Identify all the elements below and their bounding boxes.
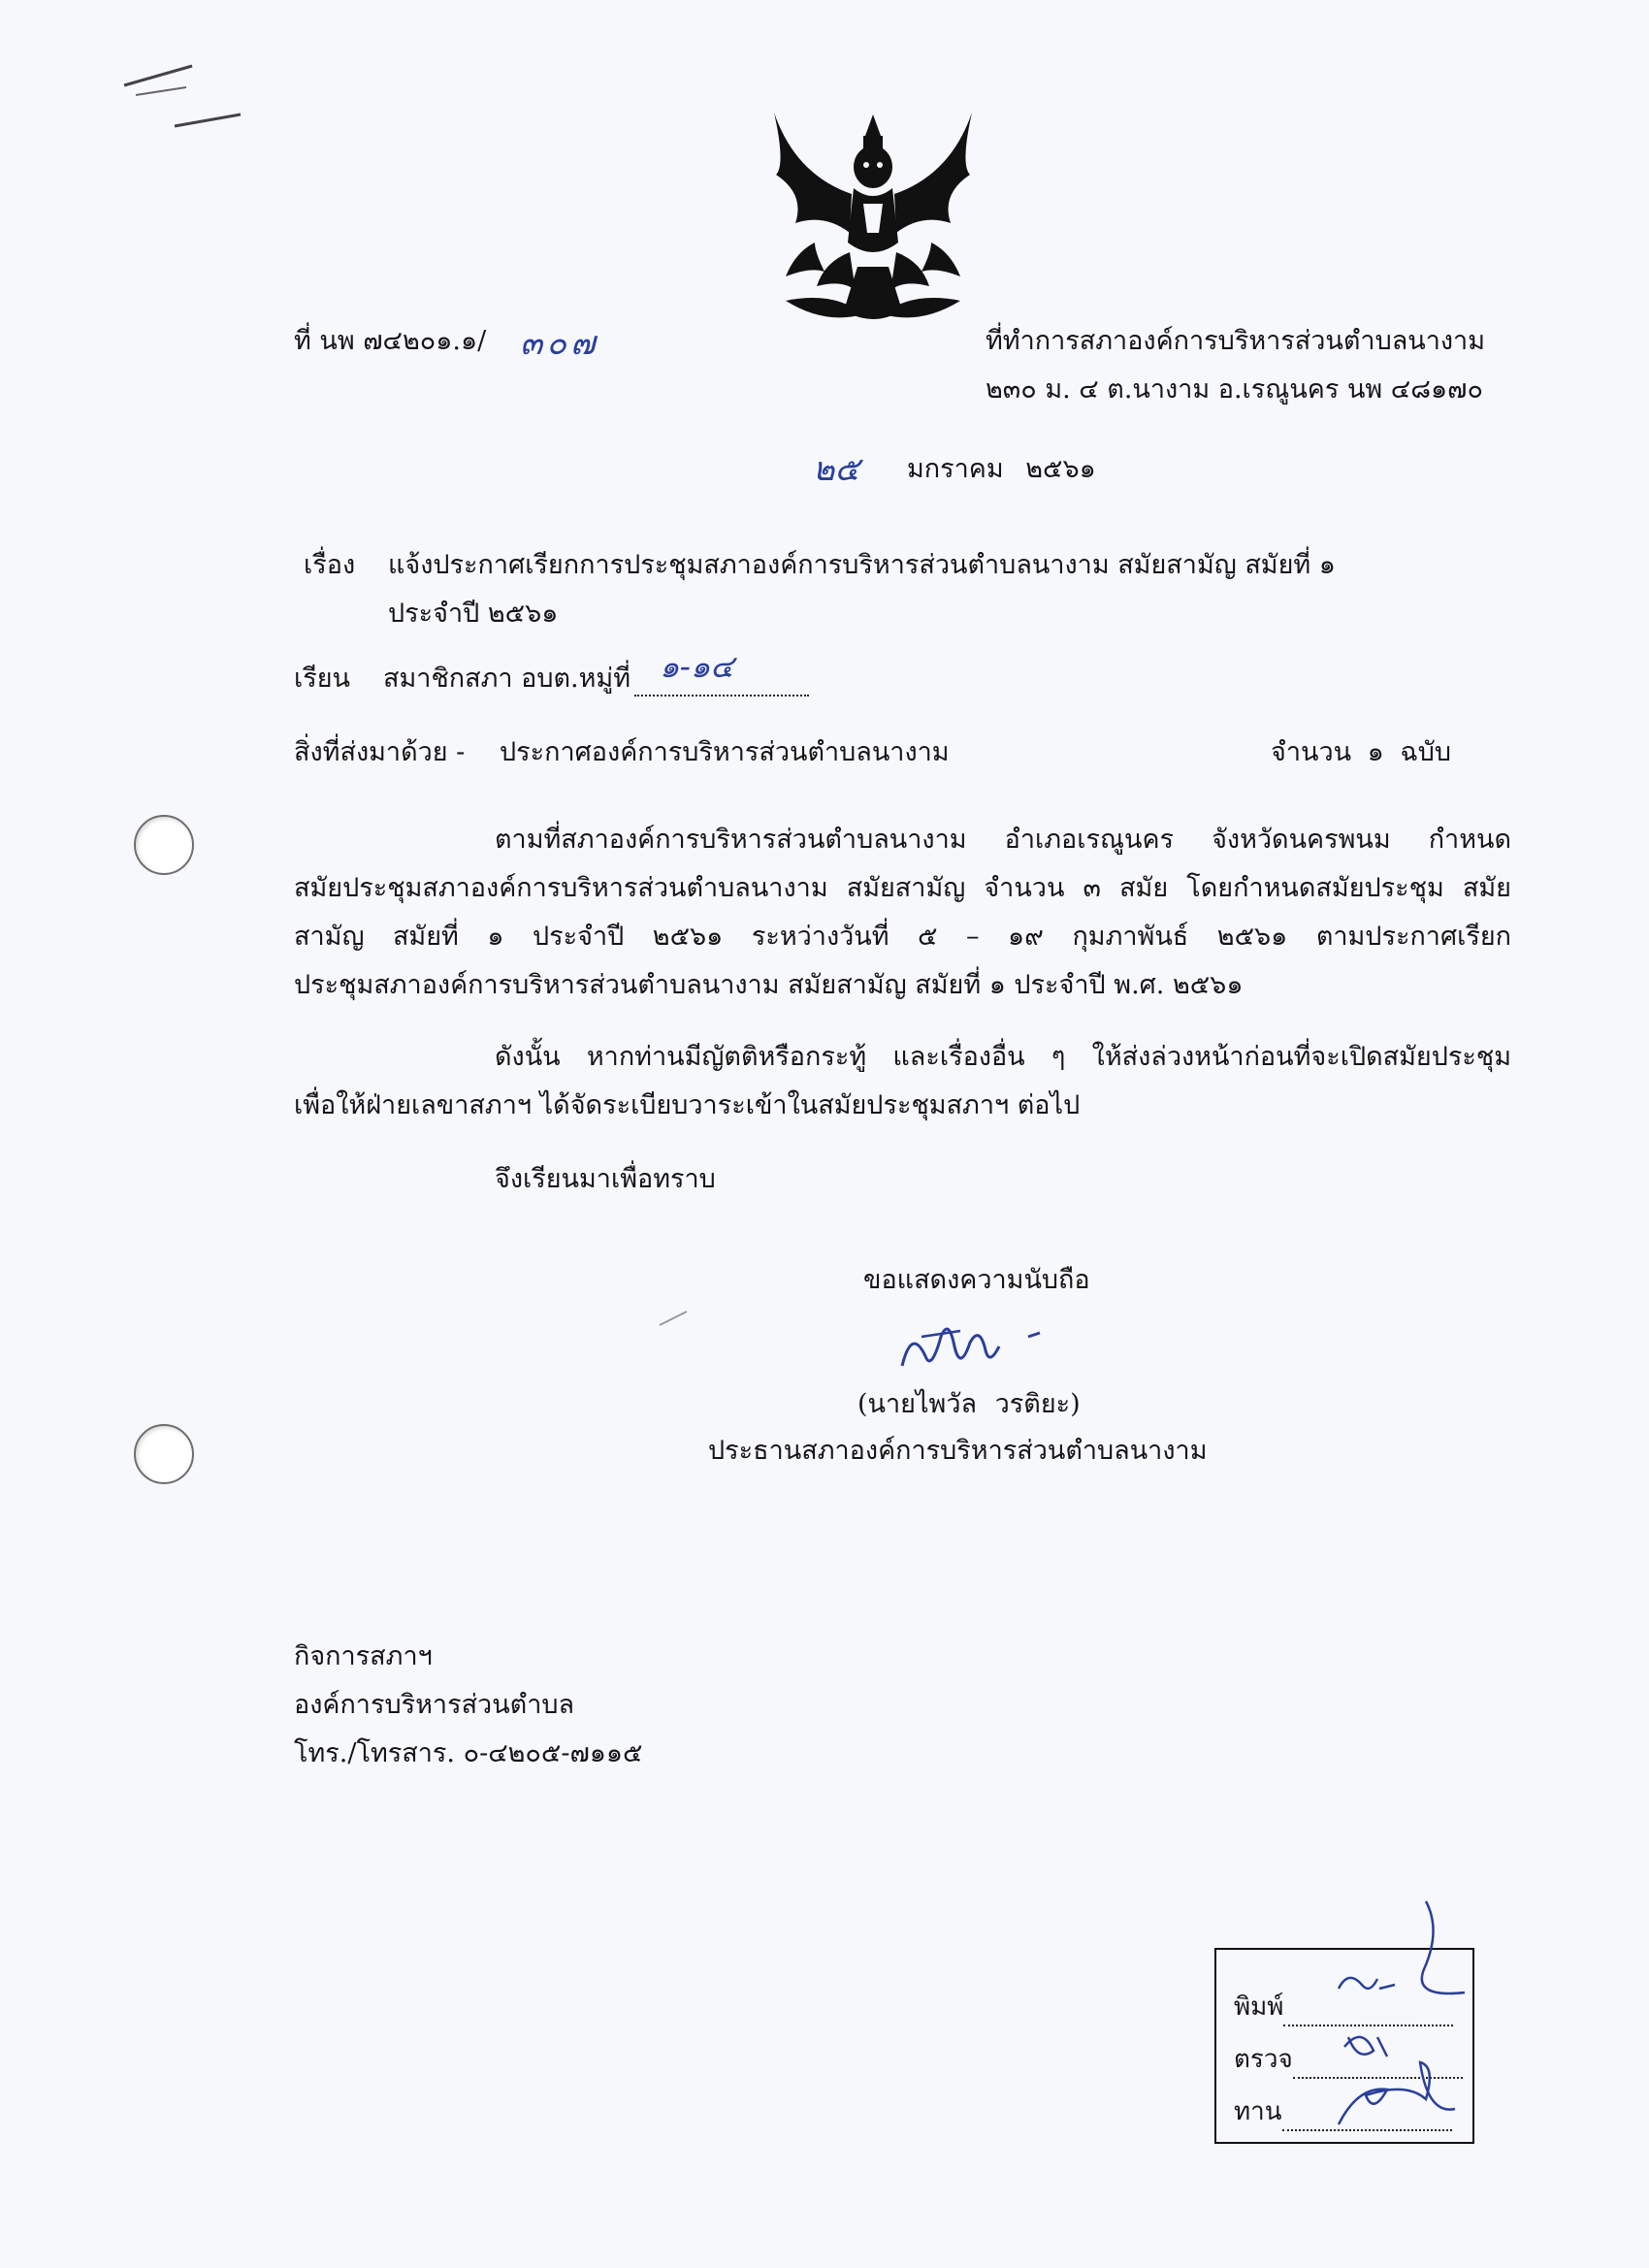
enclosure-text: ประกาศองค์การบริหารส่วนตำบลนางาม bbox=[500, 737, 950, 767]
reference-number-handwritten: ๓๐๗ bbox=[520, 324, 599, 363]
stamp-row-review-label: ทาน bbox=[1234, 2097, 1282, 2126]
signatory-position: ประธานสภาองค์การบริหารส่วนตำบลนางาม bbox=[708, 1436, 1208, 1466]
body-para1-line2: สมัยประชุมสภาองค์การบริหารส่วนตำบลนางาม สมัยสามัญ จำนวน ๓ สมัย โดยกำหนดสมัยประชุม สมัย bbox=[294, 873, 1511, 903]
enclosure-count: จำนวน ๑ ฉบับ bbox=[1271, 737, 1452, 767]
garuda-emblem-icon bbox=[757, 107, 989, 335]
stamp-row-check-label: ตรวจ bbox=[1234, 2045, 1293, 2074]
signature-scribble bbox=[892, 1308, 1067, 1385]
body-para2-line1: ดังนั้น หากท่านมีญัตติหรือกระทู้ และเรื่องอื่น ๆ ให้ส่งล่วงหน้าก่อนที่จะเปิดสมัยประชุม bbox=[495, 1042, 1511, 1072]
addressee-handwritten: ๑-๑๔ bbox=[660, 648, 734, 685]
addressee-label: เรียน bbox=[294, 664, 351, 694]
punch-hole-bottom bbox=[134, 1424, 194, 1484]
footer-line3: โทร./โทรสาร. ๐-๔๒๐๕-๗๑๑๕ bbox=[294, 1738, 643, 1768]
enclosure-label: สิ่งที่ส่งมาด้วย - bbox=[294, 737, 466, 767]
addressee-text: สมาชิกสภา อบต.หมู่ที่ bbox=[383, 664, 630, 694]
signatory-name: (นายไพวัล วรติยะ) bbox=[857, 1389, 1081, 1419]
scratch-marks bbox=[116, 49, 252, 136]
body-para2-line2: เพื่อให้ฝ่ายเลขาสภาฯ ได้จัดระเบียบวาระเข้าในสมัยประชุมสภาฯ ต่อไป bbox=[294, 1090, 1081, 1120]
subject-line1: แจ้งประกาศเรียกการประชุมสภาองค์การบริหารส่วนตำบลนางาม สมัยสามัญ สมัยที่ ๑ bbox=[388, 550, 1336, 580]
reference-number-text: ที่ นพ ๗๔๒๐๑.๑/ bbox=[294, 326, 487, 356]
office-address-line1: ที่ทำการสภาองค์การบริหารส่วนตำบลนางาม bbox=[986, 326, 1486, 356]
closing-text: จึงเรียนมาเพื่อทราบ bbox=[495, 1164, 716, 1194]
subject-line2: ประจำปี ๒๕๖๑ bbox=[388, 599, 559, 629]
regards-text: ขอแสดงความนับถือ bbox=[863, 1265, 1090, 1295]
body-para1-line4: ประชุมสภาองค์การบริหารส่วนตำบลนางาม สมัยสามัญ สมัยที่ ๑ ประจำปี พ.ศ. ๒๕๖๑ bbox=[294, 970, 1244, 1000]
subject-label: เรื่อง bbox=[304, 550, 356, 580]
footer-line2: องค์การบริหารส่วนตำบล bbox=[294, 1690, 575, 1720]
date-day-handwritten: ๒๕ bbox=[813, 450, 860, 489]
punch-hole-top bbox=[134, 815, 194, 875]
office-address-line2: ๒๓๐ ม. ๔ ต.นางาม อ.เรณูนคร นพ ๔๘๑๗๐ bbox=[986, 374, 1483, 405]
date-text: มกราคม ๒๕๖๑ bbox=[907, 454, 1096, 484]
reference-number bbox=[294, 324, 486, 359]
stray-mark bbox=[656, 1306, 695, 1329]
stamp-row-print-label: พิมพ์ bbox=[1234, 1993, 1284, 2022]
body-para1-line3: สามัญ สมัยที่ ๑ ประจำปี ๒๕๖๑ ระหว่างวันที่ ๕ – ๑๙ กุมภาพันธ์ ๒๕๖๑ ตามประกาศเรียก bbox=[294, 922, 1511, 952]
body-para1-line1: ตามที่สภาองค์การบริหารส่วนตำบลนางาม อำเภอเรณูนคร จังหวัดนครพนม กำหนด bbox=[495, 825, 1511, 855]
footer-line1: กิจการสภาฯ bbox=[294, 1641, 433, 1671]
stamp-initials-scribble bbox=[1319, 1892, 1474, 2144]
